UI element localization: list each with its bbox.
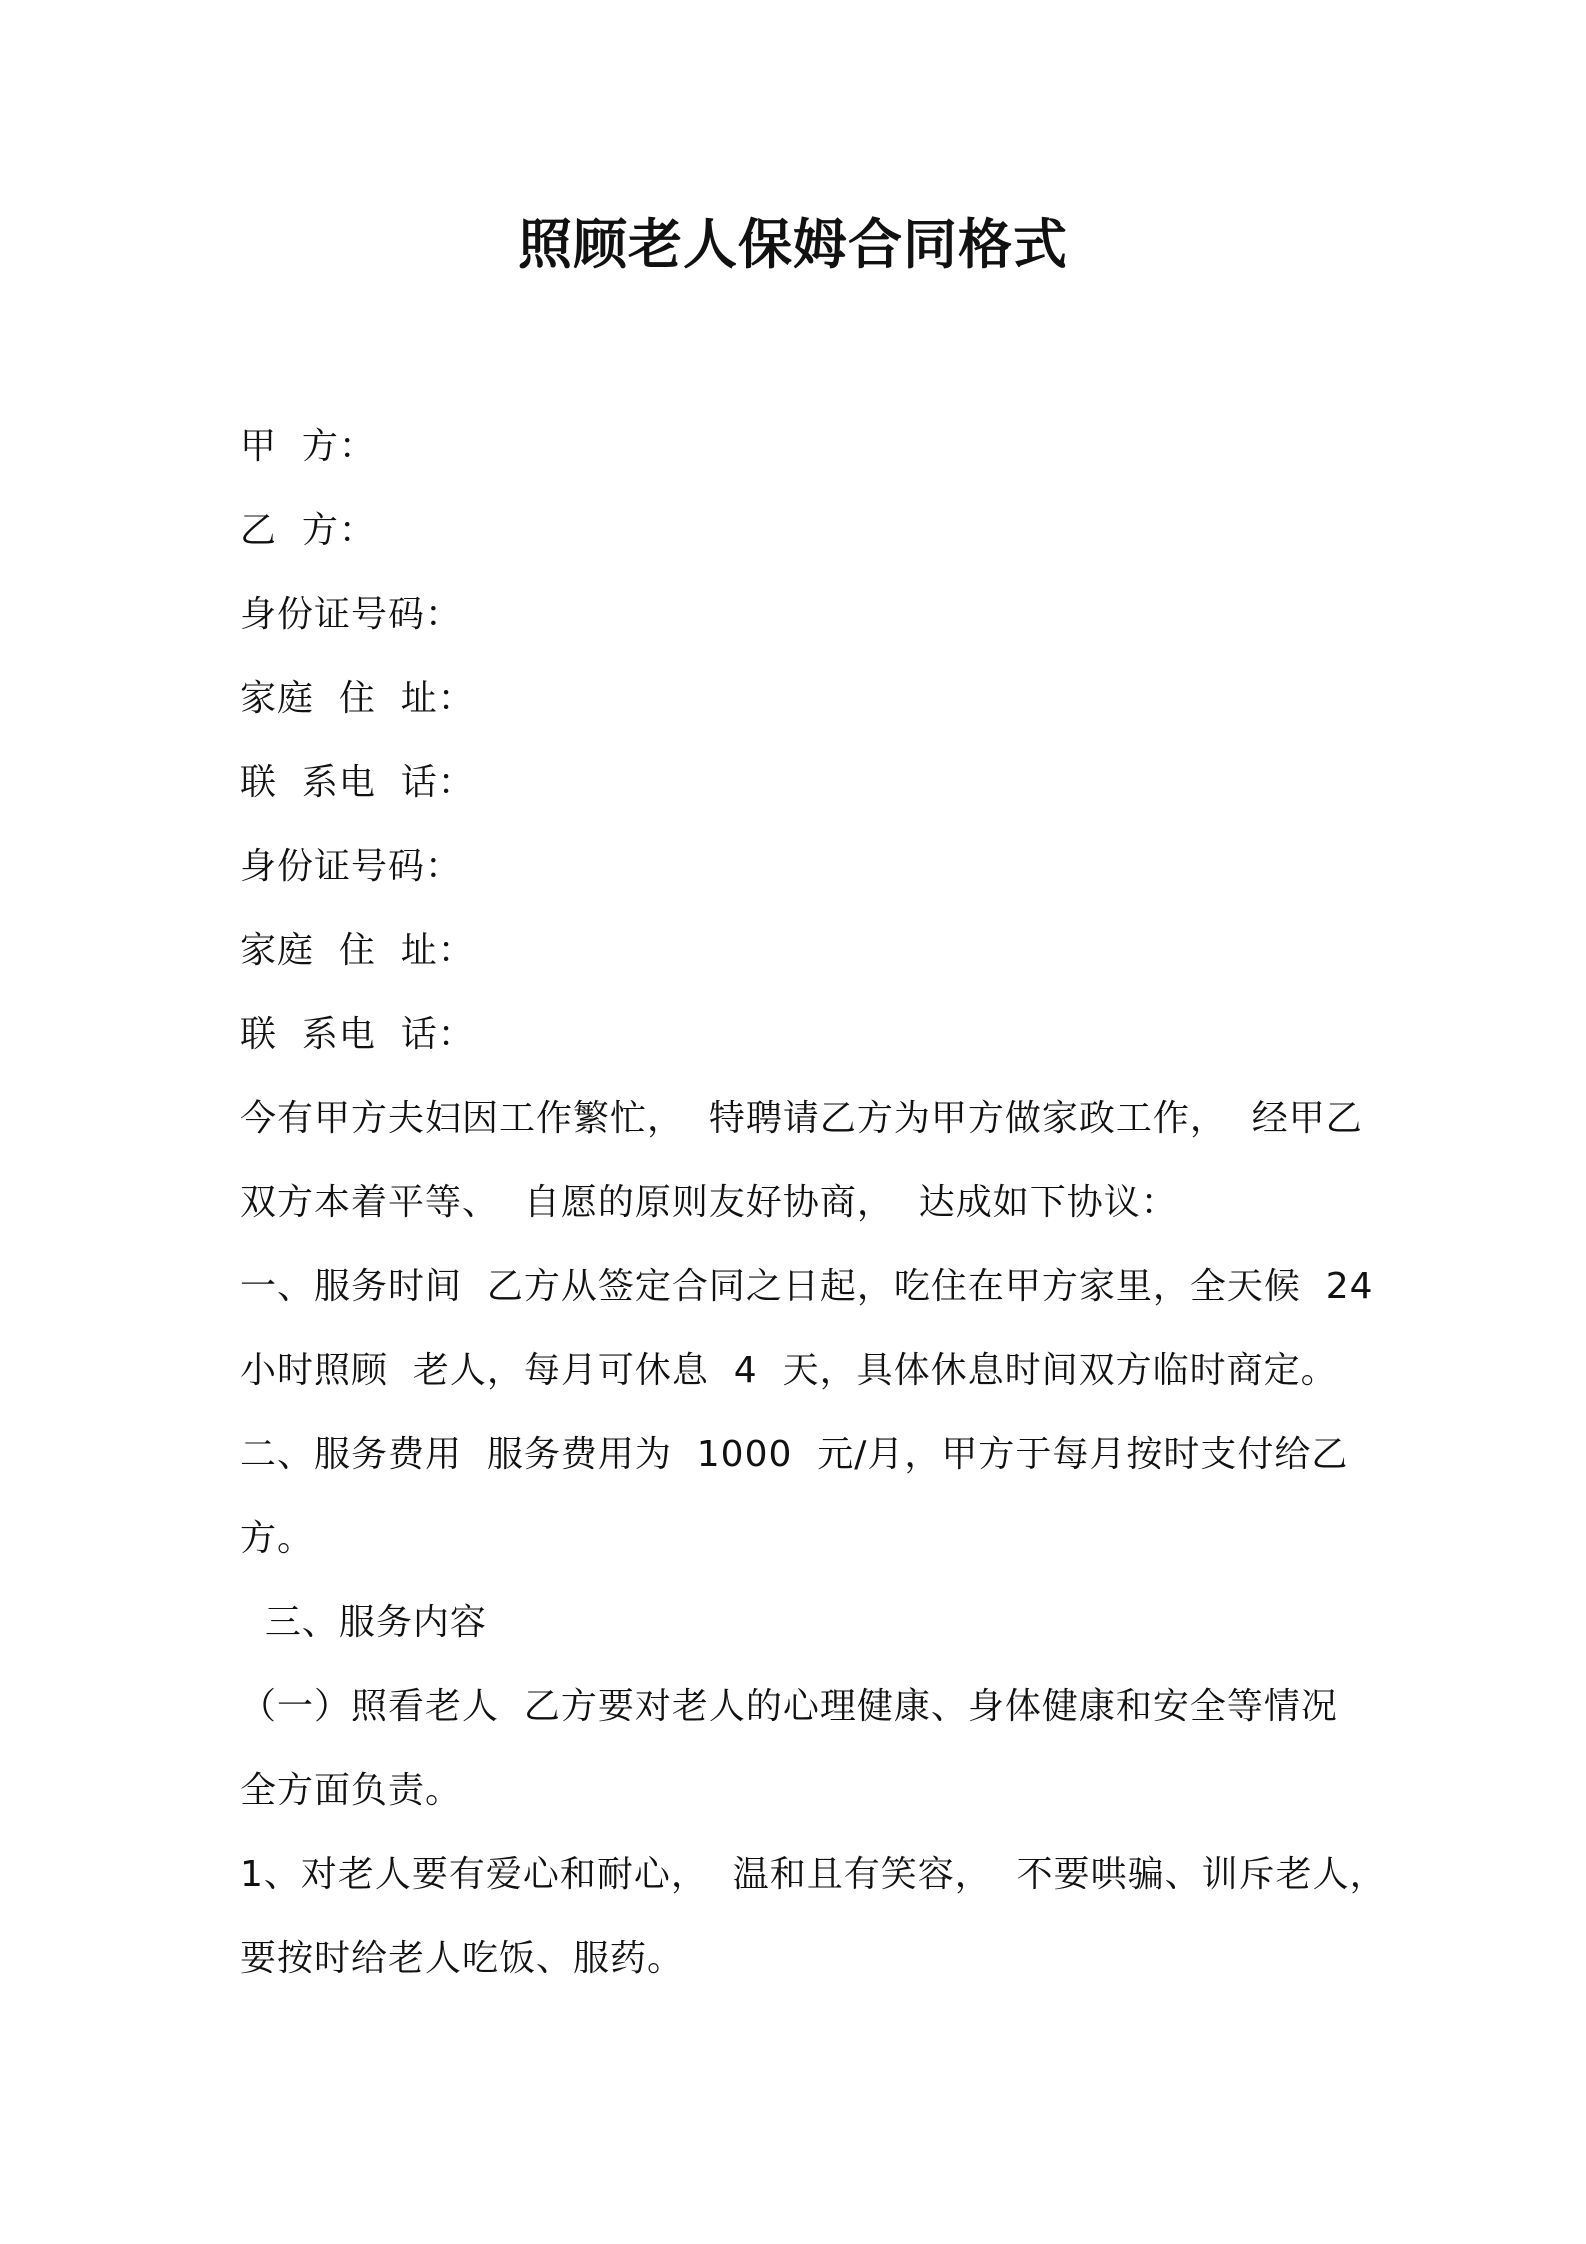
paragraph-line: 小时照顾 老人，每月可休息 4 天，具体休息时间双方临时商定。 — [240, 1350, 1338, 1391]
paragraph-line: 双方本着平等、 自愿的原则友好协商， 达成如下协议： — [240, 1182, 1178, 1223]
paragraph-line: 方。 — [240, 1518, 315, 1559]
paragraph-line: （一）照看老人 乙方要对老人的心理健康、身体健康和安全等情况 — [240, 1686, 1338, 1727]
document-body — [240, 405, 1387, 2001]
paragraph-line: 一、服务时间 乙方从签定合同之日起，吃住在甲方家里，全天候 24 — [240, 1266, 1374, 1307]
phone-label: 联 系电 话： — [240, 1014, 475, 1055]
section-heading: 三、服务内容 — [240, 1602, 487, 1643]
paragraph-line: 全方面负责。 — [240, 1770, 463, 1811]
paragraph-line: 今有甲方夫妇因工作繁忙， 特聘请乙方为甲方做家政工作， 经甲乙 — [240, 1098, 1363, 1139]
paragraph-line: 要按时给老人吃饭、服药。 — [240, 1938, 685, 1979]
party-a-label: 甲 方： — [240, 426, 376, 467]
party-b-label: 乙 方： — [240, 510, 376, 551]
home-address-label: 家庭 住 址： — [240, 678, 475, 719]
paragraph-line: 1、对老人要有爱心和耐心， 温和且有笑容， 不要哄骗、训斥老人， — [240, 1854, 1387, 1895]
id-number-label: 身份证号码： — [240, 846, 463, 887]
phone-label: 联 系电 话： — [240, 762, 475, 803]
paragraph-line: 二、服务费用 服务费用为 1000 元/月，甲方于每月按时支付给乙 — [240, 1434, 1349, 1475]
id-number-label: 身份证号码： — [240, 594, 463, 635]
home-address-label: 家庭 住 址： — [240, 930, 475, 971]
document-title: 照顾老人保姆合同格式 — [518, 213, 1068, 276]
